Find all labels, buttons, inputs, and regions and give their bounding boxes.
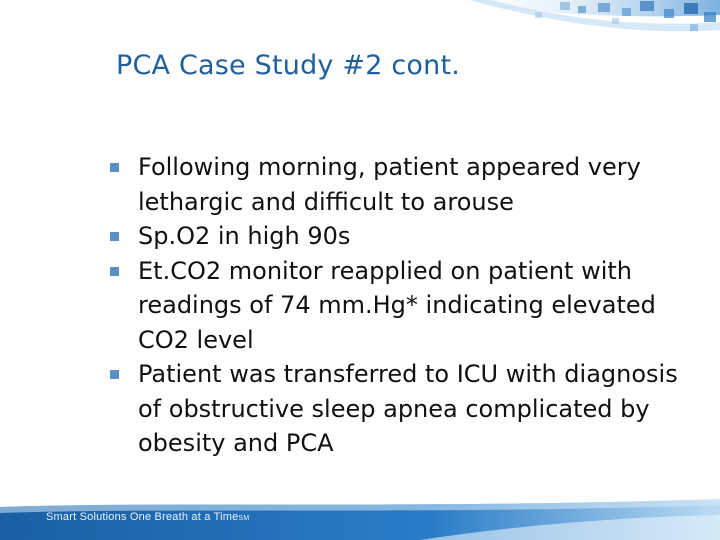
- square-bullet-icon: [110, 232, 119, 241]
- square-bullet-icon: [110, 267, 119, 276]
- service-mark: SM: [238, 515, 250, 522]
- bullet-text: Following morning, patient appeared very lethargic and difficult to arouse: [138, 153, 641, 216]
- bullet-text: Sp.O2 in high 90s: [138, 222, 351, 250]
- bullet-text: Et.CO2 monitor reapplied on patient with readings of 74 mm.Hg* indicating elevated CO2 level: [138, 256, 656, 354]
- slide-title: PCA Case Study #2 cont.: [116, 50, 461, 81]
- bullet-text: Patient was transferred to ICU with diagnosis of obstructive sleep apnea complicated by obesity and PCA: [138, 360, 678, 457]
- bullet-list: [108, 150, 698, 461]
- footer-band: [0, 495, 720, 540]
- footer-tagline: [46, 511, 249, 523]
- bullet-item: [108, 219, 698, 254]
- square-bullet-icon: [110, 370, 119, 379]
- footer-tagline-text: Smart Solutions One Breath at a Time: [46, 511, 239, 523]
- bullet-item: [108, 254, 698, 358]
- bullet-item: [108, 150, 698, 219]
- bullet-item: [108, 357, 698, 461]
- square-bullet-icon: [110, 163, 119, 172]
